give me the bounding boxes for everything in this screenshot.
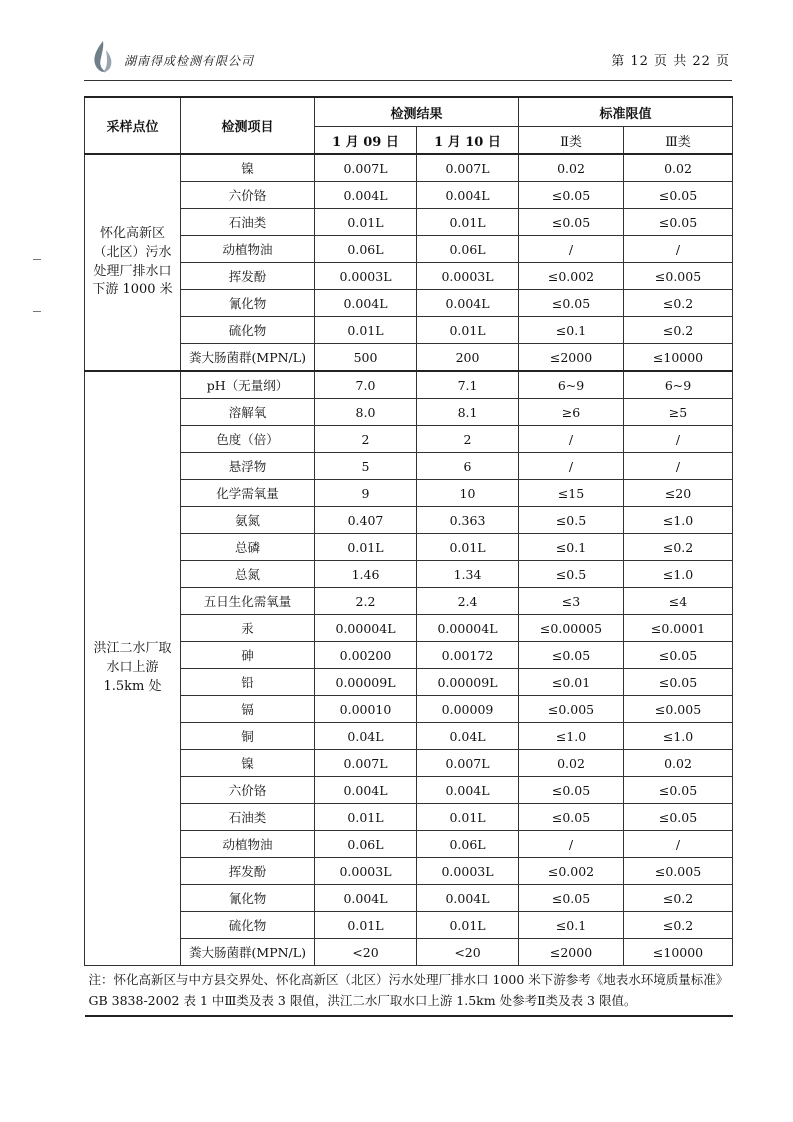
item-cell: 挥发酚 <box>181 858 315 885</box>
limit-class3-cell: ≤0.05 <box>624 777 733 804</box>
item-cell: 溶解氧 <box>181 399 315 426</box>
item-cell: 挥发酚 <box>181 263 315 290</box>
limit-class2-cell: ≤0.1 <box>519 317 624 344</box>
sampling-site-cell: 洪江二水厂取水口上游 1.5km 处 <box>85 371 181 966</box>
result-date2-cell: 0.00172 <box>417 642 519 669</box>
result-date2-cell: 0.0003L <box>417 858 519 885</box>
result-date1-cell: 0.06L <box>315 831 417 858</box>
limit-class3-cell: ≤4 <box>624 588 733 615</box>
item-cell: 化学需氧量 <box>181 480 315 507</box>
limit-class3-cell: ≤1.0 <box>624 723 733 750</box>
limit-class2-cell: ≤2000 <box>519 344 624 372</box>
item-cell: 粪大肠菌群(MPN/L) <box>181 939 315 966</box>
result-date1-cell: 0.004L <box>315 182 417 209</box>
table-row <box>85 480 733 507</box>
limit-class3-cell: ≤0.2 <box>624 317 733 344</box>
result-date1-cell: 0.007L <box>315 154 417 182</box>
page-header <box>84 38 732 78</box>
item-cell: 铜 <box>181 723 315 750</box>
limit-class3-cell: 0.02 <box>624 750 733 777</box>
item-cell: 总氮 <box>181 561 315 588</box>
limit-class2-cell: ≤3 <box>519 588 624 615</box>
result-date1-cell: 7.0 <box>315 371 417 399</box>
limit-class2-cell: ≤0.05 <box>519 885 624 912</box>
result-date2-cell: 0.004L <box>417 777 519 804</box>
result-date2-cell: 0.00009L <box>417 669 519 696</box>
limit-class2-cell: / <box>519 236 624 263</box>
limit-class2-cell: ≤0.05 <box>519 804 624 831</box>
table-row <box>85 399 733 426</box>
limit-class3-cell: ≤0.005 <box>624 696 733 723</box>
table-row <box>85 317 733 344</box>
item-cell: 镍 <box>181 154 315 182</box>
table-row <box>85 669 733 696</box>
result-date1-cell: 0.00200 <box>315 642 417 669</box>
item-cell: 镍 <box>181 750 315 777</box>
limit-class2-cell: ≤0.05 <box>519 642 624 669</box>
result-date2-cell: 0.01L <box>417 912 519 939</box>
limit-class3-cell: ≤1.0 <box>624 507 733 534</box>
limit-class3-cell: ≤0.005 <box>624 858 733 885</box>
table-row <box>85 344 733 372</box>
limit-class2-cell: ≤15 <box>519 480 624 507</box>
result-date1-cell: 0.0003L <box>315 858 417 885</box>
result-date1-cell: 1.46 <box>315 561 417 588</box>
header-divider <box>84 80 732 81</box>
result-date2-cell: 6 <box>417 453 519 480</box>
limit-class2-cell: ≤1.0 <box>519 723 624 750</box>
limit-class2-cell: ≤0.00005 <box>519 615 624 642</box>
result-date1-cell: 0.004L <box>315 777 417 804</box>
col-header-date2: 1 月 10 日 <box>417 127 519 155</box>
col-header-item: 检测项目 <box>181 97 315 154</box>
limit-class3-cell: ≥5 <box>624 399 733 426</box>
limit-class3-cell: ≤0.2 <box>624 912 733 939</box>
table-row <box>85 912 733 939</box>
limit-class3-cell: ≤0.05 <box>624 642 733 669</box>
result-date2-cell: 0.06L <box>417 236 519 263</box>
table-row <box>85 858 733 885</box>
limit-class2-cell: 6~9 <box>519 371 624 399</box>
result-date2-cell: 0.363 <box>417 507 519 534</box>
result-date1-cell: 2 <box>315 426 417 453</box>
table-row <box>85 209 733 236</box>
limit-class2-cell: ≤0.005 <box>519 696 624 723</box>
item-cell: 镉 <box>181 696 315 723</box>
result-date2-cell: 0.004L <box>417 290 519 317</box>
result-date2-cell: 0.00004L <box>417 615 519 642</box>
result-date2-cell: <20 <box>417 939 519 966</box>
table-row <box>85 750 733 777</box>
table-row <box>85 507 733 534</box>
result-date1-cell: 0.01L <box>315 317 417 344</box>
table-row <box>85 371 733 399</box>
result-date1-cell: 0.00004L <box>315 615 417 642</box>
limit-class2-cell: ≤0.05 <box>519 182 624 209</box>
limit-class2-cell: ≤0.1 <box>519 534 624 561</box>
limit-class3-cell: ≤1.0 <box>624 561 733 588</box>
result-date2-cell: 1.34 <box>417 561 519 588</box>
table-row <box>85 831 733 858</box>
table-row <box>85 885 733 912</box>
result-date2-cell: 200 <box>417 344 519 372</box>
item-cell: 动植物油 <box>181 236 315 263</box>
col-header-class3: Ⅲ类 <box>624 127 733 155</box>
margin-mark <box>33 311 41 312</box>
limit-class3-cell: ≤0.05 <box>624 182 733 209</box>
item-cell: 五日生化需氧量 <box>181 588 315 615</box>
limit-class3-cell: 6~9 <box>624 371 733 399</box>
limit-class2-cell: ≤0.002 <box>519 858 624 885</box>
result-date2-cell: 2.4 <box>417 588 519 615</box>
limit-class3-cell: ≤0.05 <box>624 804 733 831</box>
table-row <box>85 236 733 263</box>
limit-class2-cell: ≤0.05 <box>519 209 624 236</box>
result-date1-cell: 0.004L <box>315 885 417 912</box>
table-row <box>85 588 733 615</box>
result-date2-cell: 0.007L <box>417 750 519 777</box>
result-date2-cell: 0.0003L <box>417 263 519 290</box>
limit-class2-cell: 0.02 <box>519 750 624 777</box>
limit-class3-cell: / <box>624 453 733 480</box>
limit-class2-cell: ≤0.5 <box>519 561 624 588</box>
table-row <box>85 642 733 669</box>
table-note: 注：怀化高新区与中方县交界处、怀化高新区（北区）污水处理厂排水口 1000 米下游参考《地表水环境质量标准》GB 3838-2002 表 1 中Ⅲ类及表 3 限值，洪江二水厂取水口上游 1.5km 处参考Ⅱ类及表 3 限值。 <box>85 966 733 1017</box>
result-date2-cell: 0.004L <box>417 182 519 209</box>
table-row <box>85 696 733 723</box>
result-date2-cell: 7.1 <box>417 371 519 399</box>
item-cell: 粪大肠菌群(MPN/L) <box>181 344 315 372</box>
result-date1-cell: 0.01L <box>315 534 417 561</box>
item-cell: 悬浮物 <box>181 453 315 480</box>
item-cell: 六价铬 <box>181 777 315 804</box>
limit-class2-cell: ≥6 <box>519 399 624 426</box>
result-date2-cell: 0.00009 <box>417 696 519 723</box>
col-header-site: 采样点位 <box>85 97 181 154</box>
result-date1-cell: 0.407 <box>315 507 417 534</box>
item-cell: 砷 <box>181 642 315 669</box>
table-row <box>85 561 733 588</box>
limit-class2-cell: 0.02 <box>519 154 624 182</box>
result-date2-cell: 0.01L <box>417 317 519 344</box>
result-date1-cell: 5 <box>315 453 417 480</box>
result-date1-cell: 0.01L <box>315 912 417 939</box>
result-date1-cell: 0.01L <box>315 804 417 831</box>
result-date2-cell: 0.01L <box>417 804 519 831</box>
limit-class3-cell: ≤0.05 <box>624 209 733 236</box>
result-date1-cell: 500 <box>315 344 417 372</box>
item-cell: 石油类 <box>181 804 315 831</box>
limit-class2-cell: ≤0.01 <box>519 669 624 696</box>
company-logo-icon <box>90 40 116 74</box>
limit-class3-cell: ≤10000 <box>624 344 733 372</box>
table-row <box>85 263 733 290</box>
margin-mark <box>33 259 41 260</box>
table-row <box>85 615 733 642</box>
limit-class3-cell: / <box>624 426 733 453</box>
item-cell: 硫化物 <box>181 912 315 939</box>
sampling-site-cell: 怀化高新区（北区）污水处理厂排水口下游 1000 米 <box>85 154 181 371</box>
item-cell: 色度（倍） <box>181 426 315 453</box>
result-date2-cell: 0.06L <box>417 831 519 858</box>
table-row <box>85 290 733 317</box>
limit-class2-cell: ≤2000 <box>519 939 624 966</box>
table-row <box>85 453 733 480</box>
table-row <box>85 426 733 453</box>
limit-class3-cell: ≤10000 <box>624 939 733 966</box>
result-date2-cell: 8.1 <box>417 399 519 426</box>
table-row <box>85 154 733 182</box>
result-date2-cell: 0.04L <box>417 723 519 750</box>
result-date1-cell: 0.06L <box>315 236 417 263</box>
item-cell: 硫化物 <box>181 317 315 344</box>
col-group-result: 检测结果 <box>315 97 519 127</box>
result-date1-cell: 9 <box>315 480 417 507</box>
result-date2-cell: 2 <box>417 426 519 453</box>
limit-class3-cell: ≤0.2 <box>624 290 733 317</box>
limit-class3-cell: ≤0.0001 <box>624 615 733 642</box>
limit-class2-cell: ≤0.05 <box>519 777 624 804</box>
limit-class2-cell: / <box>519 831 624 858</box>
result-date1-cell: 0.00010 <box>315 696 417 723</box>
result-date2-cell: 0.004L <box>417 885 519 912</box>
result-date1-cell: 0.007L <box>315 750 417 777</box>
limit-class3-cell: ≤20 <box>624 480 733 507</box>
col-header-date1: 1 月 09 日 <box>315 127 417 155</box>
table-row <box>85 777 733 804</box>
result-date2-cell: 0.01L <box>417 209 519 236</box>
company-name: 湖南得成检测有限公司 <box>124 54 255 68</box>
result-date1-cell: 8.0 <box>315 399 417 426</box>
page-number: 第 12 页 共 22 页 <box>611 54 730 69</box>
limit-class3-cell: ≤0.05 <box>624 669 733 696</box>
limit-class3-cell: / <box>624 831 733 858</box>
item-cell: 氰化物 <box>181 885 315 912</box>
result-date1-cell: 0.00009L <box>315 669 417 696</box>
result-date1-cell: 0.01L <box>315 209 417 236</box>
result-date1-cell: 0.04L <box>315 723 417 750</box>
item-cell: 氨氮 <box>181 507 315 534</box>
result-date1-cell: <20 <box>315 939 417 966</box>
table-row <box>85 182 733 209</box>
col-group-standard: 标准限值 <box>519 97 733 127</box>
limit-class3-cell: / <box>624 236 733 263</box>
table-row <box>85 534 733 561</box>
item-cell: 六价铬 <box>181 182 315 209</box>
limit-class3-cell: ≤0.2 <box>624 534 733 561</box>
limit-class3-cell: ≤0.2 <box>624 885 733 912</box>
result-date2-cell: 0.01L <box>417 534 519 561</box>
item-cell: 汞 <box>181 615 315 642</box>
limit-class3-cell: ≤0.005 <box>624 263 733 290</box>
item-cell: 动植物油 <box>181 831 315 858</box>
table-row <box>85 723 733 750</box>
limit-class2-cell: ≤0.002 <box>519 263 624 290</box>
item-cell: 总磷 <box>181 534 315 561</box>
result-date2-cell: 0.007L <box>417 154 519 182</box>
result-date2-cell: 10 <box>417 480 519 507</box>
limit-class2-cell: ≤0.5 <box>519 507 624 534</box>
table-body <box>85 154 733 966</box>
item-cell: 氰化物 <box>181 290 315 317</box>
result-date1-cell: 0.0003L <box>315 263 417 290</box>
limit-class3-cell: 0.02 <box>624 154 733 182</box>
limit-class2-cell: / <box>519 426 624 453</box>
result-date1-cell: 2.2 <box>315 588 417 615</box>
item-cell: pH（无量纲） <box>181 371 315 399</box>
col-header-class2: Ⅱ类 <box>519 127 624 155</box>
result-date1-cell: 0.004L <box>315 290 417 317</box>
table-row <box>85 804 733 831</box>
limit-class2-cell: ≤0.1 <box>519 912 624 939</box>
limit-class2-cell: ≤0.05 <box>519 290 624 317</box>
limit-class2-cell: / <box>519 453 624 480</box>
item-cell: 石油类 <box>181 209 315 236</box>
item-cell: 铅 <box>181 669 315 696</box>
table-row <box>85 939 733 966</box>
monitoring-results-table <box>84 96 733 1017</box>
